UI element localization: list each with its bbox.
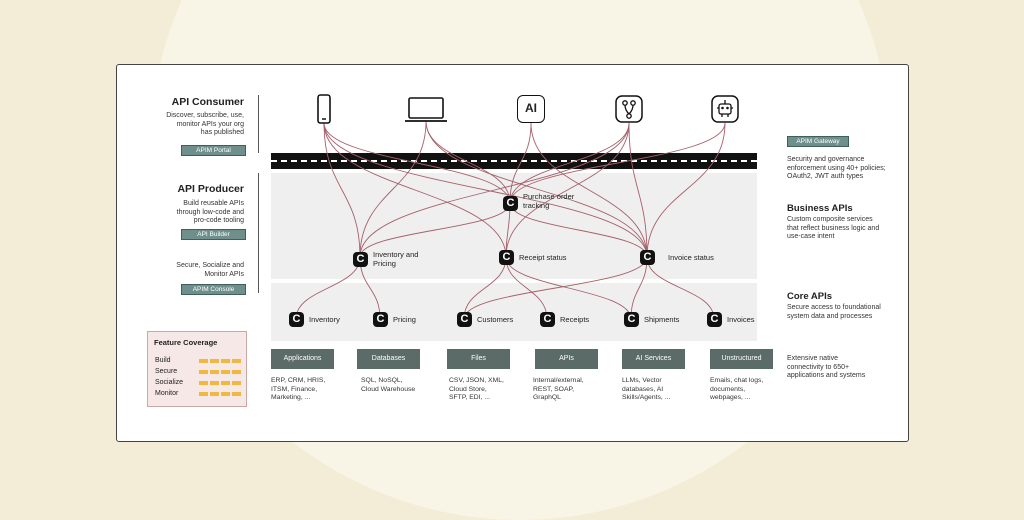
node-receipts[interactable]: C Receipts [540,312,589,327]
apim-portal-tag[interactable]: APIM Portal [181,145,246,156]
source-databases-description: SQL, NoSQL, Cloud Warehouse [361,377,416,393]
node-invoices[interactable]: C Invoices [707,312,755,327]
laptop-icon [404,96,448,129]
node-shipments[interactable]: C Shipments [624,312,679,327]
separator-producer [258,173,259,293]
connection-line [464,257,647,319]
connector-icon: C [624,312,639,327]
coverage-row-socialize: Socialize [155,379,243,386]
source-applications-description: ERP, CRM, HRIS, ITSM, Finance, Marketing, ... [271,377,326,401]
business-apis-description: Custom composite services that reflect business logic and use-case intent [787,216,880,240]
node-pricing[interactable]: C Pricing [373,312,416,327]
architecture-diagram [116,64,909,442]
core-apis-description: Secure access to foundational system data and processes [787,304,881,320]
connection-line [647,123,725,257]
robot-icon [711,95,739,128]
connection-line [360,203,510,257]
connection-line [426,121,647,257]
api-producer-heading: API Producer [177,183,244,195]
core-apis-heading: Core APIs [787,291,833,302]
connector-icon: C [457,312,472,327]
source-apis-description: Internal/external, REST, SOAP, GraphQL [533,377,584,401]
connector-icon: C [353,252,368,267]
connection-line [296,257,360,319]
apim-gateway-tag[interactable]: APIM Gateway [787,136,849,147]
separator-consumer [258,95,259,153]
connector-icon: C [503,196,518,211]
coverage-row-build: Build [155,357,243,364]
source-files-description: CSV, JSON, XML, Cloud Store, SFTP, EDI, ... [449,377,504,401]
connector-icon: C [707,312,722,327]
source-unstructured-description: Emails, chat logs, documents, webpages, ... [710,377,764,401]
connection-line [506,257,547,319]
connection-line [426,121,510,203]
node-inventory[interactable]: C Inventory [289,312,340,327]
connector-icon: C [640,250,655,265]
connection-line [629,123,647,257]
node-invoice-status[interactable]: C Invoice status [640,250,714,265]
node-purchase-order-tracking[interactable]: C Purchase order tracking [503,196,574,211]
api-consumer-description: Discover, subscribe, use, monitor APIs your org has published [166,112,244,136]
connection-line [647,257,714,319]
source-ai-services[interactable]: AI Services [622,349,685,369]
api-producer-description: Build reusable APIs through low-code and pro-code tooling [176,200,244,224]
source-applications[interactable]: Applications [271,349,334,369]
secure-socialize-description: Secure, Socialize and Monitor APIs [176,262,244,278]
gateway-description: Security and governance enforcement using 40+ policies; OAuth2, JWT auth types [787,156,886,180]
business-apis-heading: Business APIs [787,203,853,214]
connector-icon: C [499,250,514,265]
connection-line [324,123,360,257]
workflow-icon [615,95,643,128]
connector-icon: C [540,312,555,327]
source-ai-services-description: LLMs, Vector databases, AI Skills/Agents, ... [622,377,671,401]
source-databases[interactable]: Databases [357,349,420,369]
source-files[interactable]: Files [447,349,510,369]
source-apis[interactable]: APIs [535,349,598,369]
connection-line [324,123,647,257]
node-receipt-status[interactable]: C Receipt status [499,250,567,265]
connection-line [631,257,647,319]
apim-console-tag[interactable]: APIM Console [181,284,246,295]
connection-line [506,257,631,319]
connector-icon: C [289,312,304,327]
coverage-row-monitor: Monitor [155,390,243,397]
feature-coverage-box [147,331,247,407]
api-consumer-heading: API Consumer [171,96,244,108]
coverage-row-secure: Secure [155,368,243,375]
connector-icon: C [373,312,388,327]
connection-line [324,123,506,257]
source-unstructured[interactable]: Unstructured [710,349,773,369]
connection-line [506,203,510,257]
api-builder-tag[interactable]: API Builder [181,229,246,240]
connectivity-description: Extensive native connectivity to 650+ applications and systems [787,355,866,379]
node-customers[interactable]: C Customers [457,312,513,327]
node-inventory-and-pricing[interactable]: C Inventory and Pricing [353,250,418,268]
feature-coverage-title: Feature Coverage [154,338,218,347]
smartphone-icon [316,94,332,129]
ai-icon: AI [517,95,545,123]
